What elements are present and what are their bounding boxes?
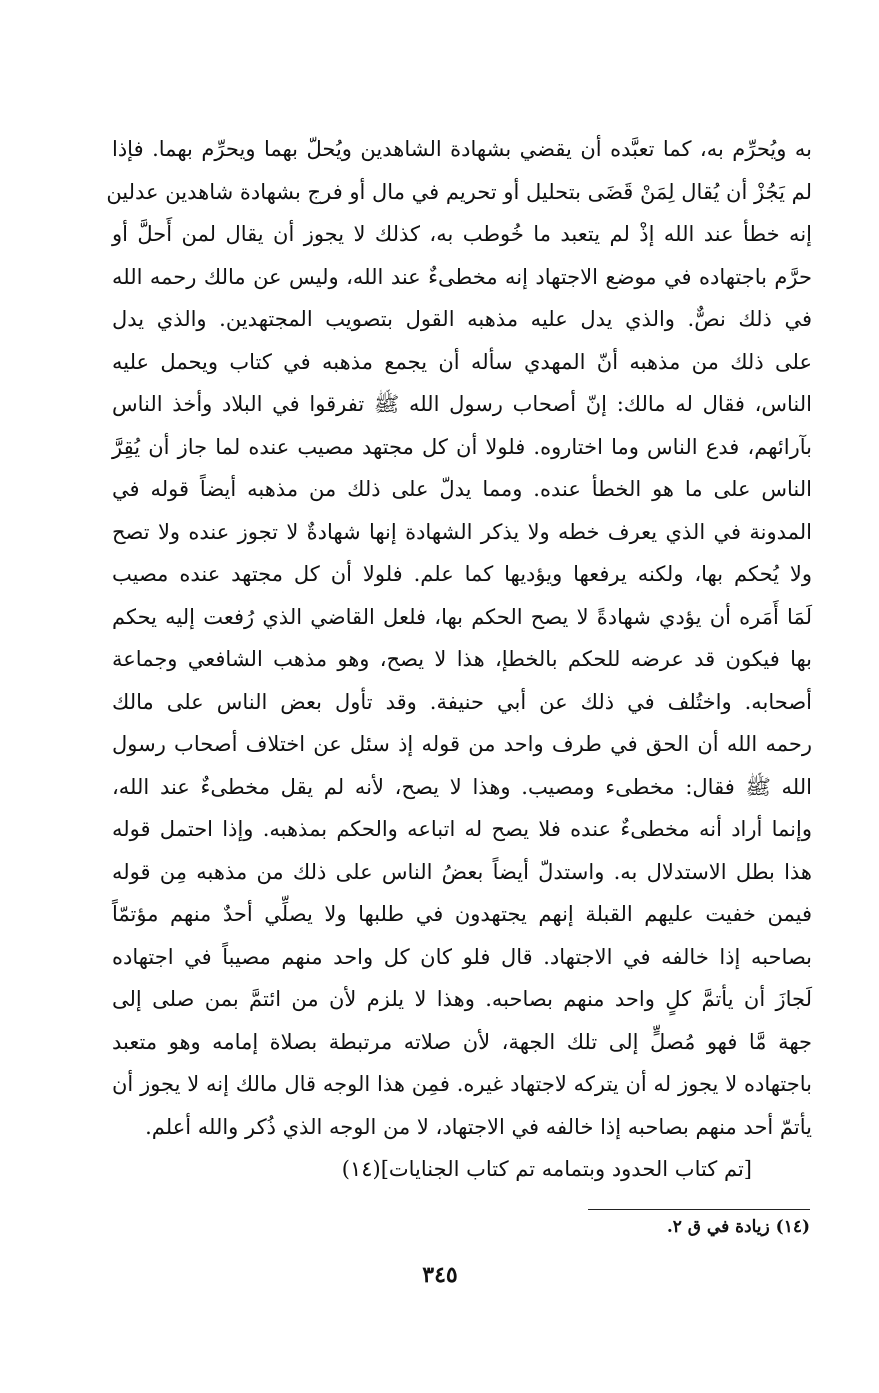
text-line: هذا بطل الاستدلال به. واستدلّ أيضاً بعضُ الناس على ذلك من مذهبه مِن قوله bbox=[112, 859, 812, 884]
closing-note: [تم كتاب الحدود وبتمامه تم كتاب الجنايات](١٤) bbox=[341, 1157, 752, 1181]
text-line: الناس، فقال له مالك: إنّ أصحاب رسول الله ﷺ تفرقوا في البلاد وأخذ الناس bbox=[112, 392, 812, 416]
text-line: رحمه الله أن الحق في طرف واحد من قوله إذ سئل عن اختلاف أصحاب رسول bbox=[112, 732, 812, 756]
text-line: حرَّم باجتهاده في موضع الاجتهاد إنه مخطىءٌ عند الله، وليس عن مالك رحمه الله bbox=[112, 264, 812, 289]
text-line: فيمن خفيت عليهم القبلة إنهم يجتهدون في طلبها ولا يصلِّي أحدٌ منهم مؤتمّاً bbox=[112, 902, 812, 926]
footnote-divider bbox=[588, 1209, 810, 1210]
text-line: إنه خطأ عند الله إذْ لم يتعبد ما خُوطب به، كذلك لا يجوز أن يقال لمن أَحلَّ أو bbox=[112, 222, 812, 246]
text-line: على ذلك من مذهبه أنّ المهدي سأله أن يجمع مذهبه في كتاب ويحمل عليه bbox=[112, 349, 812, 374]
text-line: أصحابه. واختُلف في ذلك عن أبي حنيفة. وقد تأول بعض الناس على مالك bbox=[112, 689, 812, 714]
text-line: بآرائهم، فدع الناس وما اختاروه. فلولا أن كل مجتهد مصيب عنده لما جاز أن يُقِرَّ bbox=[112, 434, 812, 459]
text-line: لَمَا أَمَره أن يؤدي شهادةً لا يصح الحكم بها، فلعل القاضي الذي رُفعت إليه يحكم bbox=[112, 604, 812, 629]
text-line: يأتمّ أحد منهم بصاحبه إذا خالفه في الاجتهاد، لا من الوجه الذي ذُكر والله أعلم. bbox=[145, 1114, 812, 1139]
main-text-body bbox=[106, 128, 812, 1191]
text-line: المدونة في الذي يعرف خطه ولا يذكر الشهادة إنها شهادةٌ لا تجوز عنده ولا تصح bbox=[112, 519, 812, 544]
text-line: وإنما أراد أنه مخطىءٌ عنده فلا يصح له اتباعه والحكم بمذهبه. وإذا احتمل قوله bbox=[112, 817, 812, 841]
footnote: (١٤) زيادة في ق ٢. bbox=[666, 1217, 810, 1237]
text-line: لَجازَ أن يأتمَّ كلٍ واحد منهم بصاحبه. وهذا لا يلزم لأن من ائتمَّ بمن صلى إلى bbox=[112, 987, 812, 1011]
text-line: باجتهاده لا يجوز له أن يتركه لاجتهاد غيره. فمِن هذا الوجه قال مالك إنه لا يجوز أن bbox=[112, 1072, 812, 1096]
text-line: الناس على ما هو الخطأ عنده. ومما يدلّ على ذلك من مذهبه أيضاً قوله في bbox=[112, 477, 812, 501]
text-line: به ويُحرِّم به، كما تعبَّده أن يقضي بشهادة الشاهدين ويُحلّ بهما ويحرِّم بهما. فإذا bbox=[112, 137, 812, 161]
page-number: ٣٤٥ bbox=[422, 1262, 458, 1288]
text-line: بصاحبه إذا خالفه في الاجتهاد. قال فلو كان كل واحد منهم مصيباً في اجتهاده bbox=[112, 944, 812, 969]
text-line: بها فيكون قد عرضه للحكم بالخطإ، هذا لا يصح، وهو مذهب الشافعي وجماعة bbox=[112, 647, 812, 671]
text-line: في ذلك نصٌّ. والذي يدل عليه مذهبه القول بتصويب المجتهدين. والذي يدل bbox=[112, 307, 812, 331]
text-line: لم يَجُزْ أن يُقال لِمَنْ قَضَى بتحليل أو تحريم في مال أو فرج بشهادة شاهدين عدلين bbox=[106, 179, 812, 204]
text-line: جهة مَّا فهو مُصلٍّ إلى تلك الجهة، لأن صلاته مرتبطة بصلاة إمامه وهو متعبد bbox=[112, 1029, 812, 1054]
text-line: ولا يُحكم بها، ولكنه يرفعها ويؤديها كما علم. فلولا أن كل مجتهد عنده مصيب bbox=[112, 562, 812, 586]
text-line: الله ﷺ فقال: مخطىء ومصيب. وهذا لا يصح، لأنه لم يقل مخطىءٌ عند الله، bbox=[112, 774, 812, 799]
